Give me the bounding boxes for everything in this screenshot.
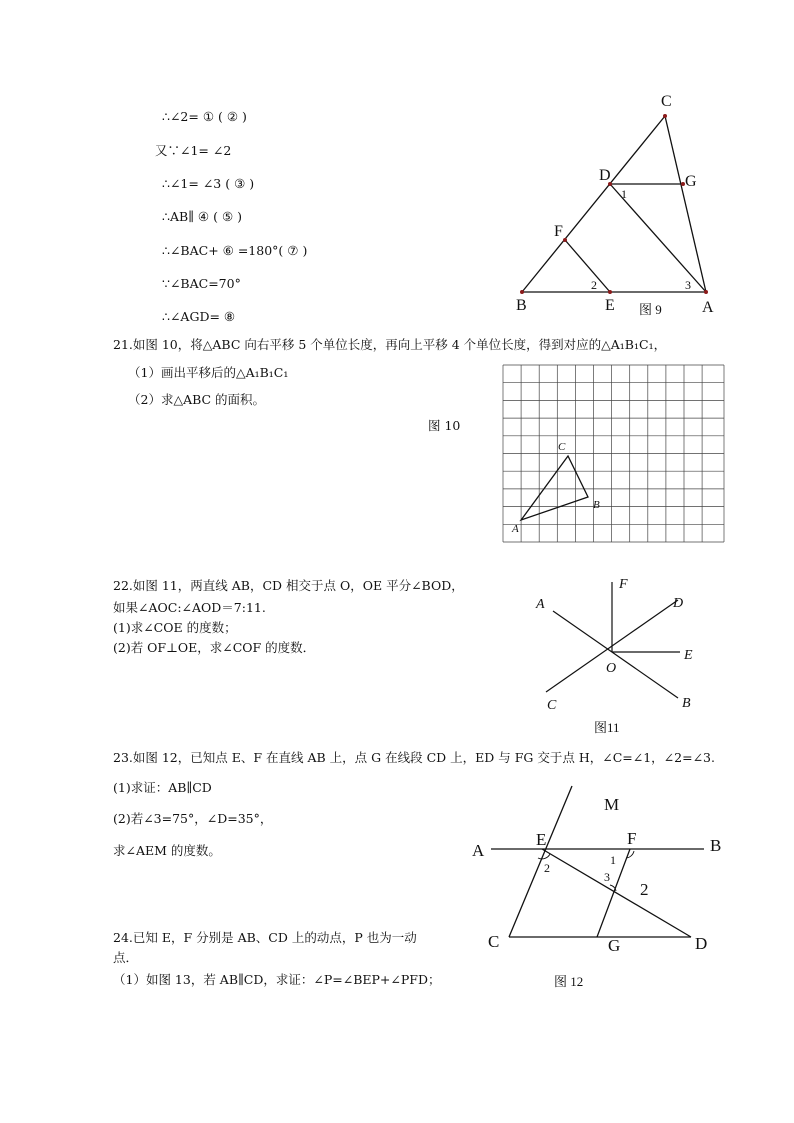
figure-12-caption: 图 12 [554,974,584,989]
q22-line3: (1)求∠COE 的度数； [113,620,237,635]
figure-10-caption: 图 10 [428,418,461,433]
figure-9 [505,90,730,320]
segment-CA [665,116,706,292]
segment-BC [522,116,665,292]
label-C: C [558,441,566,453]
angle-2: 2 [544,861,550,875]
q21-sub2: （2）求△ABC 的面积。 [128,392,266,407]
figure-10 [502,364,726,544]
q22-line4: (2)若 OF⊥OE，求∠COF 的度数． [113,640,316,655]
label-D: D [695,934,708,953]
label-B: B [710,836,722,855]
proof-line-1: ∴∠2= ① ( ② ) [162,109,247,124]
label-C: C [488,932,500,951]
label-A: A [472,841,485,860]
q24-line3: （1）如图 13，若 AB∥CD，求证：∠P=∠BEP+∠PFD； [113,972,441,987]
q22-line2: 如果∠AOC:∠AOD＝7:11. [113,600,266,615]
proof-line-3: ∴∠1= ∠3 ( ③ ) [162,176,255,191]
label-F: F [619,577,628,592]
label-A: A [536,597,545,612]
label-B: B [593,499,600,511]
label-B: B [516,297,527,314]
angle-1: 1 [621,187,627,201]
q22-line1: 22.如图 11，两直线 AB，CD 相交于点 O，OE 平分∠BOD， [113,578,464,593]
proof-line-2: 又∵∠1= ∠2 [155,143,232,158]
triangle-ABC [521,456,588,520]
proof-line-4: ∴AB∥ ④ ( ⑤ ) [162,209,242,224]
q21-sub1: （1）画出平移后的△A₁B₁C₁ [128,365,289,380]
label-B: B [682,696,691,711]
q24-line1: 24.已知 E，F 分别是 AB、CD 上的动点，P 也为一动 [113,930,417,945]
proof-line-7: ∴∠AGD= ⑧ [162,309,236,324]
label-F: F [554,223,563,240]
figure-11 [530,574,710,739]
figure-11-caption: 图11 [594,720,620,735]
proof-line-6: ∵∠BAC=70° [162,276,241,291]
q23-line2: (1)求证：AB∥CD [113,780,212,795]
angle-3: 3 [604,870,610,884]
label-D: D [599,167,611,184]
label-G: G [685,173,697,190]
proof-line-5: ∴∠BAC+ ⑥ =180°( ⑦ ) [162,243,308,258]
q24-line2: 点． [113,950,139,965]
label-E: E [684,648,693,663]
label-D: D [673,596,684,611]
q23-line1: 23.如图 12，已知点 E、F 在直线 AB 上，点 G 在线段 CD 上，ED 与 FG 交于点 H，∠C=∠1，∠2=∠3. [113,750,715,765]
label-H: 2 [640,880,649,899]
angle-1: 1 [610,853,616,867]
segment-FE [565,240,610,292]
label-G: G [608,936,621,955]
label-E: E [536,830,547,849]
q23-line3: (2)若∠3=75°，∠D=35°， [113,811,273,826]
segment-ED [542,849,691,937]
angle-3: 3 [685,278,691,292]
label-A: A [702,299,714,316]
figure-9-caption: 图 9 [639,302,662,317]
label-A: A [512,523,519,535]
label-E: E [605,297,615,314]
label-F: F [627,829,637,848]
label-C: C [661,93,672,110]
label-C: C [547,698,557,713]
label-M: M [604,795,620,814]
q23-line4: 求∠AEM 的度数。 [113,843,221,858]
angle-2: 2 [591,278,597,292]
label-O: O [606,661,617,676]
figure-12 [466,780,736,995]
line-AB [553,611,678,698]
q21-text: 21.如图 10，将△ABC 向右平移 5 个单位长度，再向上平移 4 个单位长度，得到对应的△A₁B₁C₁， [113,337,667,352]
